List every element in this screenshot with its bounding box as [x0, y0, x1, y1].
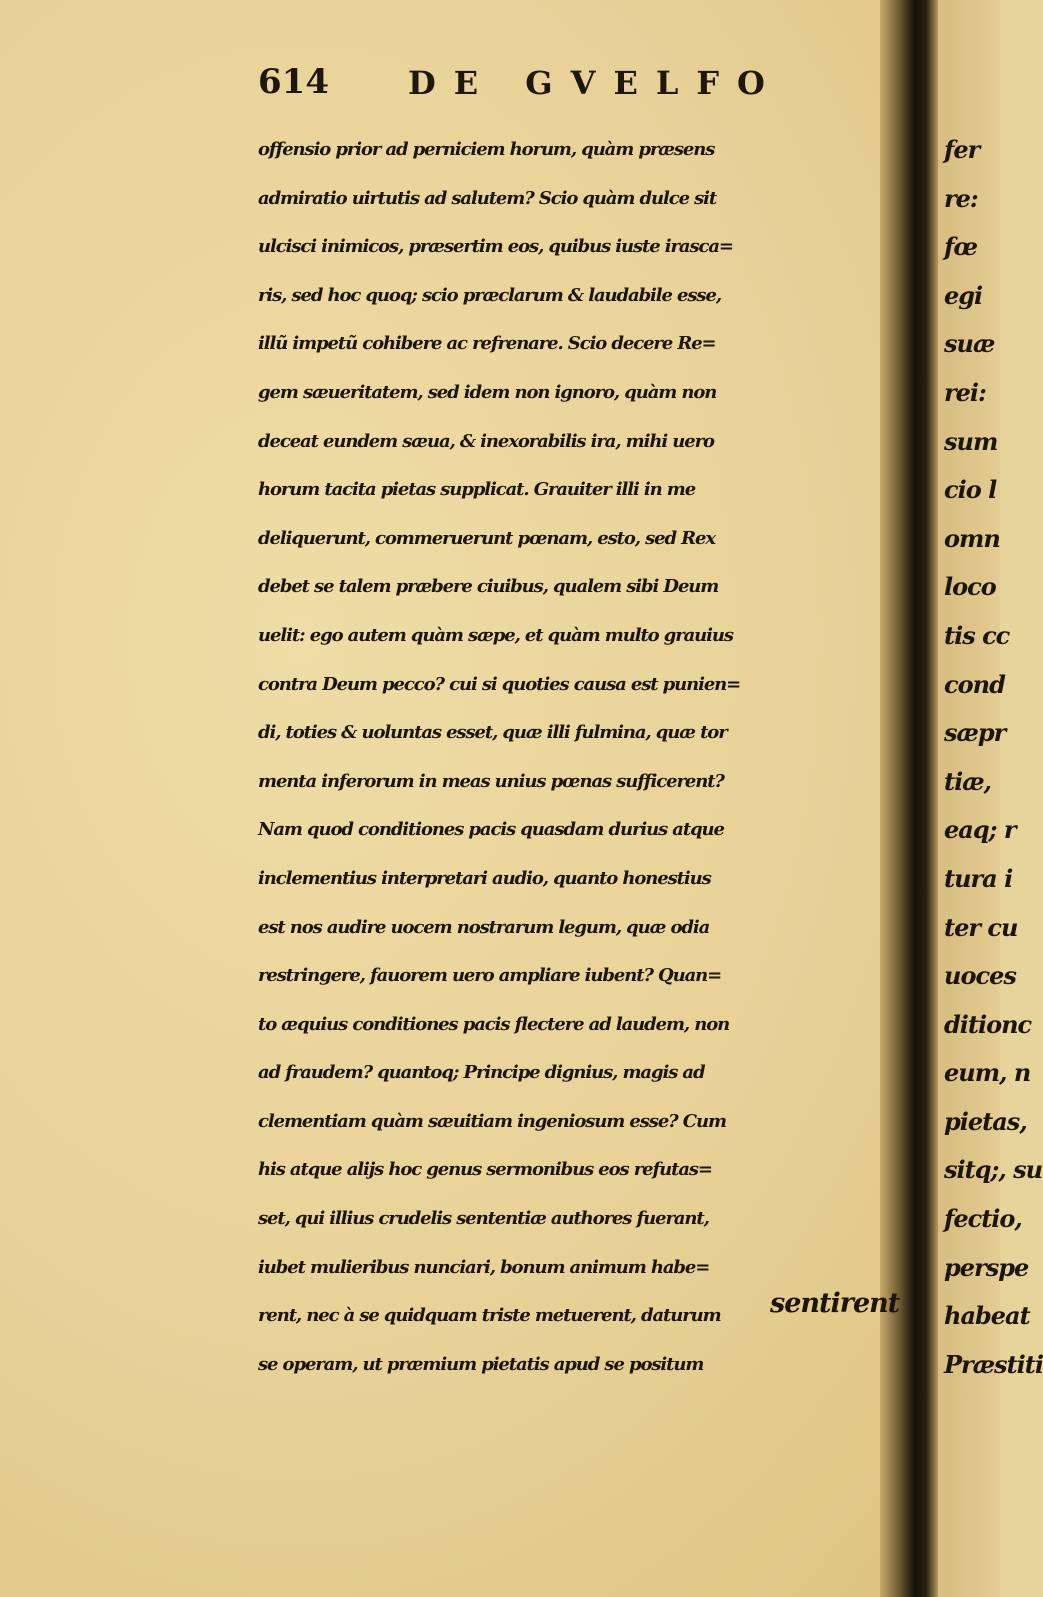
facing-page-line: Præstiti [944, 1349, 1043, 1379]
text-line: se operam, ut præmium pietatis apud se positum [258, 1353, 704, 1375]
text-line: gem sæueritatem, sed idem non ignoro, quàm non [258, 381, 717, 403]
text-line: horum tacita pietas supplicat. Grauiter illi in me [258, 479, 696, 501]
catchword: sentirent [770, 1288, 900, 1319]
facing-page-line: fer [944, 135, 980, 164]
text-line: menta inferorum in meas unius pœnas sufficerent? [258, 770, 724, 792]
facing-page [938, 0, 1043, 1597]
text-line: his atque alijs hoc genus sermonibus eos refutas= [258, 1159, 712, 1181]
text-line: ris, sed hoc quoq; scio præclarum & laudabile esse, [258, 284, 721, 306]
book-gutter [880, 0, 938, 1597]
facing-page-line: cio l [944, 475, 997, 505]
facing-page-line: tura i [944, 863, 1013, 893]
facing-page-line: habeat [944, 1301, 1030, 1331]
text-line: di, toties & uoluntas esset, quæ illi fulmina, quæ tor [258, 722, 727, 744]
text-line: clementiam quàm sæuitiam ingeniosum esse? Cum [258, 1110, 726, 1132]
facing-page-line: omn [944, 523, 1000, 553]
text-line: contra Deum pecco? cui si quoties causa est punien= [258, 673, 741, 695]
text-line: ad fraudem? quantoq; Principe dignius, magis ad [258, 1062, 705, 1084]
running-title: DE GVELFO [408, 64, 783, 102]
facing-page-line: eaq; r [944, 815, 1016, 845]
facing-page-line: uoces [944, 961, 1016, 991]
facing-page-line: suæ [944, 329, 995, 359]
facing-page-line: ter cu [944, 912, 1018, 942]
text-line: deceat eundem sæua, & inexorabilis ira, mihi uero [258, 430, 714, 452]
facing-page-line: tiæ, [944, 766, 991, 796]
facing-page-line: rei: [944, 377, 986, 407]
facing-page-line: cond [944, 669, 1005, 699]
text-line: deliquerunt, commeruerunt pœnam, esto, sed Rex [258, 527, 715, 549]
text-line: to æquius conditiones pacis flectere ad laudem, non [258, 1013, 730, 1035]
facing-page-line: eum, n [944, 1058, 1031, 1088]
text-line: ulcisci inimicos, præsertim eos, quibus iuste irasca= [258, 236, 733, 258]
page-number: 614 [258, 62, 329, 102]
facing-page-line: sæpr [944, 718, 1006, 748]
text-line: offensio prior ad perniciem horum, quàm præsens [258, 139, 715, 160]
facing-page-text [944, 126, 1043, 1389]
text-line: inclementius interpretari audio, quanto honestius [258, 867, 711, 889]
text-line: debet se talem præbere ciuibus, qualem sibi Deum [258, 576, 719, 598]
text-line: set, qui illius crudelis sententiæ authores fuerant, [258, 1208, 709, 1230]
facing-page-line: re: [944, 183, 978, 213]
facing-page-line: fectio, [944, 1204, 1022, 1234]
facing-page-line: tis cc [944, 620, 1010, 650]
page-header [258, 62, 858, 112]
text-line: est nos audire uocem nostrarum legum, quæ odia [258, 916, 710, 938]
text-line: restringere, fauorem uero ampliare iubent? Quan= [258, 965, 722, 987]
text-line: admiratio uirtutis ad salutem? Scio quàm dulce sit [258, 187, 717, 209]
text-line: Nam quod conditiones pacis quasdam durius atque [258, 819, 724, 841]
facing-page-line: sitq;, su [944, 1155, 1043, 1185]
facing-page-line: fœ [944, 232, 977, 262]
facing-page-line: ditionc [944, 1009, 1032, 1039]
facing-page-line: pietas, [944, 1106, 1027, 1136]
text-line: illũ impetũ cohibere ac refrenare. Scio decere Re= [258, 333, 716, 355]
text-line: iubet mulieribus nunciari, bonum animum habe= [258, 1256, 710, 1278]
body-text [258, 126, 878, 1389]
text-line: uelit: ego autem quàm sæpe, et quàm multo grauius [258, 624, 733, 646]
text-line: rent, nec à se quidquam triste metuerent, daturum [258, 1305, 721, 1327]
facing-page-line: sum [944, 426, 998, 456]
facing-page-line: loco [944, 572, 996, 602]
facing-page-line: egi [944, 280, 983, 310]
facing-page-line: perspe [944, 1252, 1029, 1282]
